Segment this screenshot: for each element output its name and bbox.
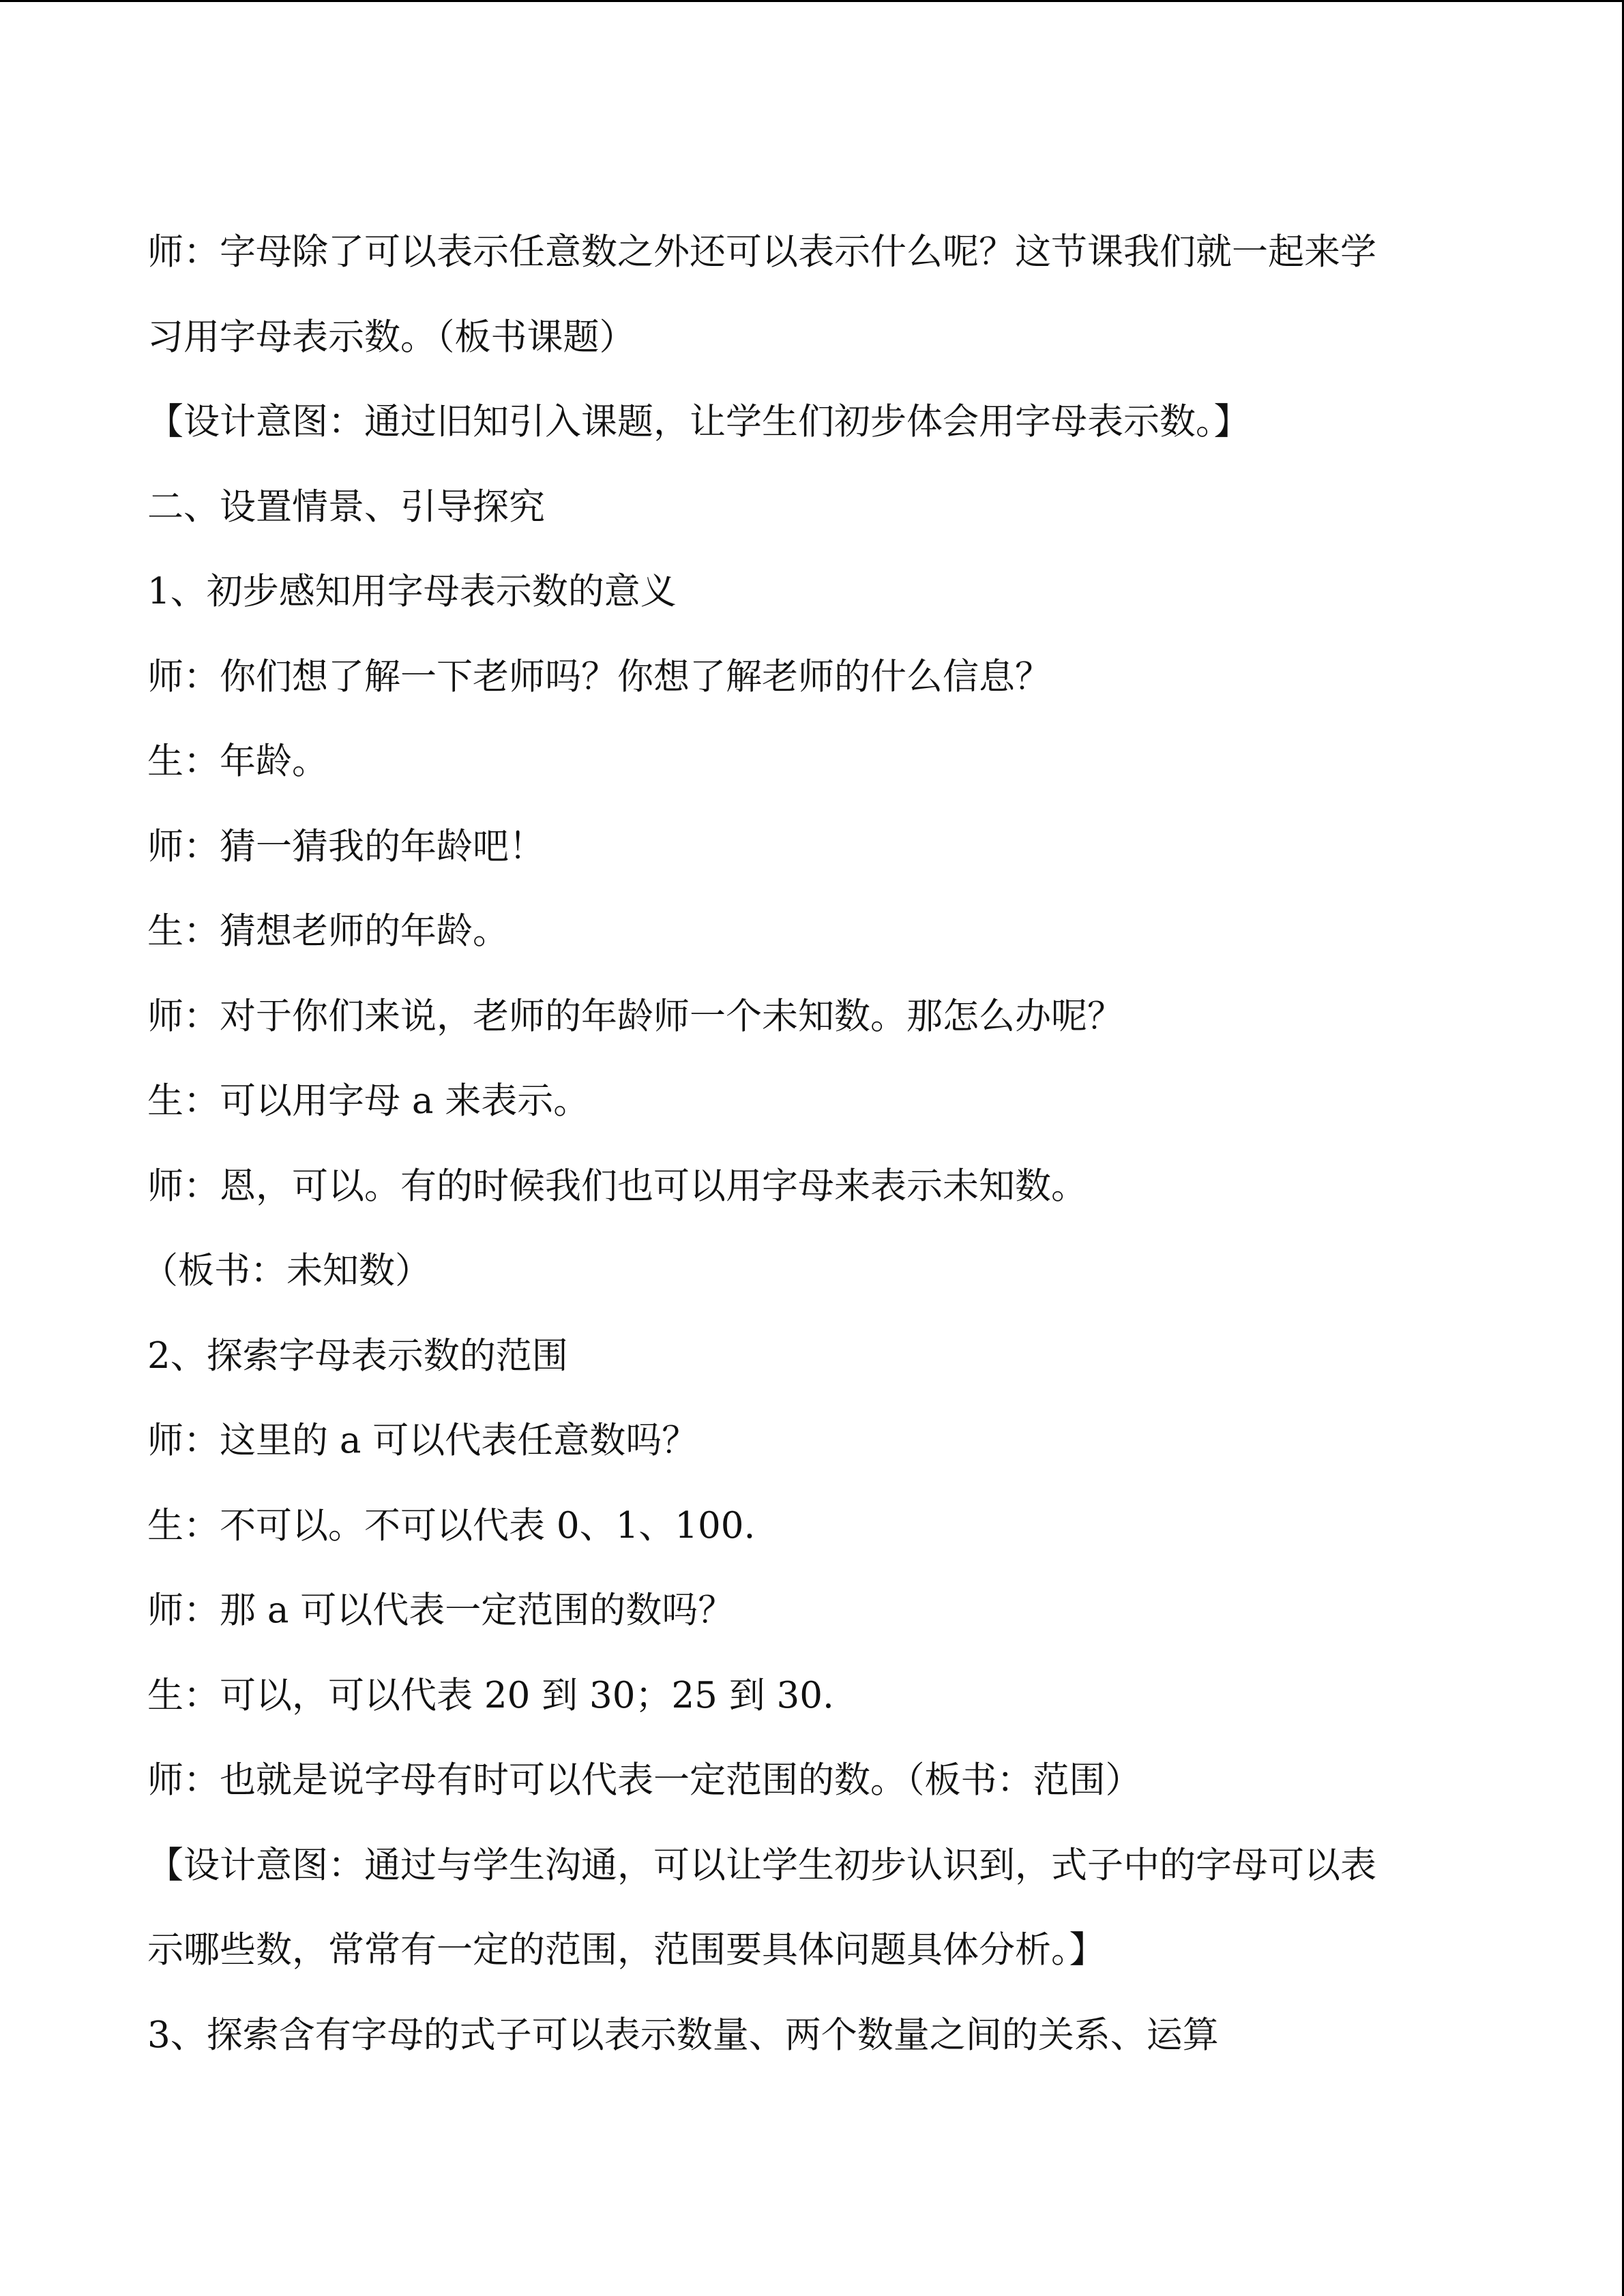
design-intent-note: 【设计意图：通过旧知引入课题，让学生们初步体会用字母表示数。】 bbox=[147, 401, 1250, 443]
text-line: 师：字母除了可以表示任意数之外还可以表示什么呢？这节课我们就一起来学 bbox=[147, 231, 1376, 273]
subsection-heading: 3、探索含有字母的式子可以表示数量、两个数量之间的关系、运算 bbox=[147, 2014, 1219, 2056]
teacher-line: 师：对于你们来说，老师的年龄师一个未知数。那怎么办呢？ bbox=[147, 995, 1123, 1037]
teacher-line: 师：你们想了解一下老师吗？你想了解老师的什么信息？ bbox=[147, 655, 1051, 698]
design-intent-note: 【设计意图：通过与学生沟通，可以让学生初步认识到，式子中的字母可以表 bbox=[147, 1844, 1376, 1886]
student-line: 生：不可以。不可以代表 0、1、100. bbox=[147, 1504, 756, 1547]
design-intent-note-continued: 示哪些数，常常有一定的范围，范围要具体问题具体分析。】 bbox=[147, 1929, 1106, 1971]
teacher-line: 师：也就是说字母有时可以代表一定范围的数。（板书：范围） bbox=[147, 1759, 1142, 1801]
subsection-heading: 1、初步感知用字母表示数的意义 bbox=[147, 571, 677, 612]
teacher-line: 师：恩，可以。有的时候我们也可以用字母来表示未知数。 bbox=[147, 1165, 1087, 1207]
teacher-line: 师：猜一猜我的年龄吧！ bbox=[147, 825, 545, 867]
section-heading: 二、设置情景、引导探究 bbox=[147, 486, 545, 528]
text-line: 习用字母表示数。（板书课题） bbox=[147, 316, 636, 358]
student-line: 生：可以用字母 a 来表示。 bbox=[147, 1080, 590, 1122]
teacher-line: 师：那 a 可以代表一定范围的数吗？ bbox=[147, 1590, 735, 1631]
document-body bbox=[142, 210, 1484, 2078]
student-line: 生：可以，可以代表 20 到 30；25 到 30. bbox=[147, 1674, 834, 1716]
subsection-heading: 2、探索字母表示数的范围 bbox=[147, 1335, 568, 1377]
teacher-line: 师：这里的 a 可以代表任意数吗？ bbox=[147, 1420, 698, 1461]
student-line: 生：年龄。 bbox=[147, 741, 328, 782]
board-note: （板书：未知数） bbox=[142, 1250, 431, 1292]
student-line: 生：猜想老师的年龄。 bbox=[147, 910, 509, 952]
